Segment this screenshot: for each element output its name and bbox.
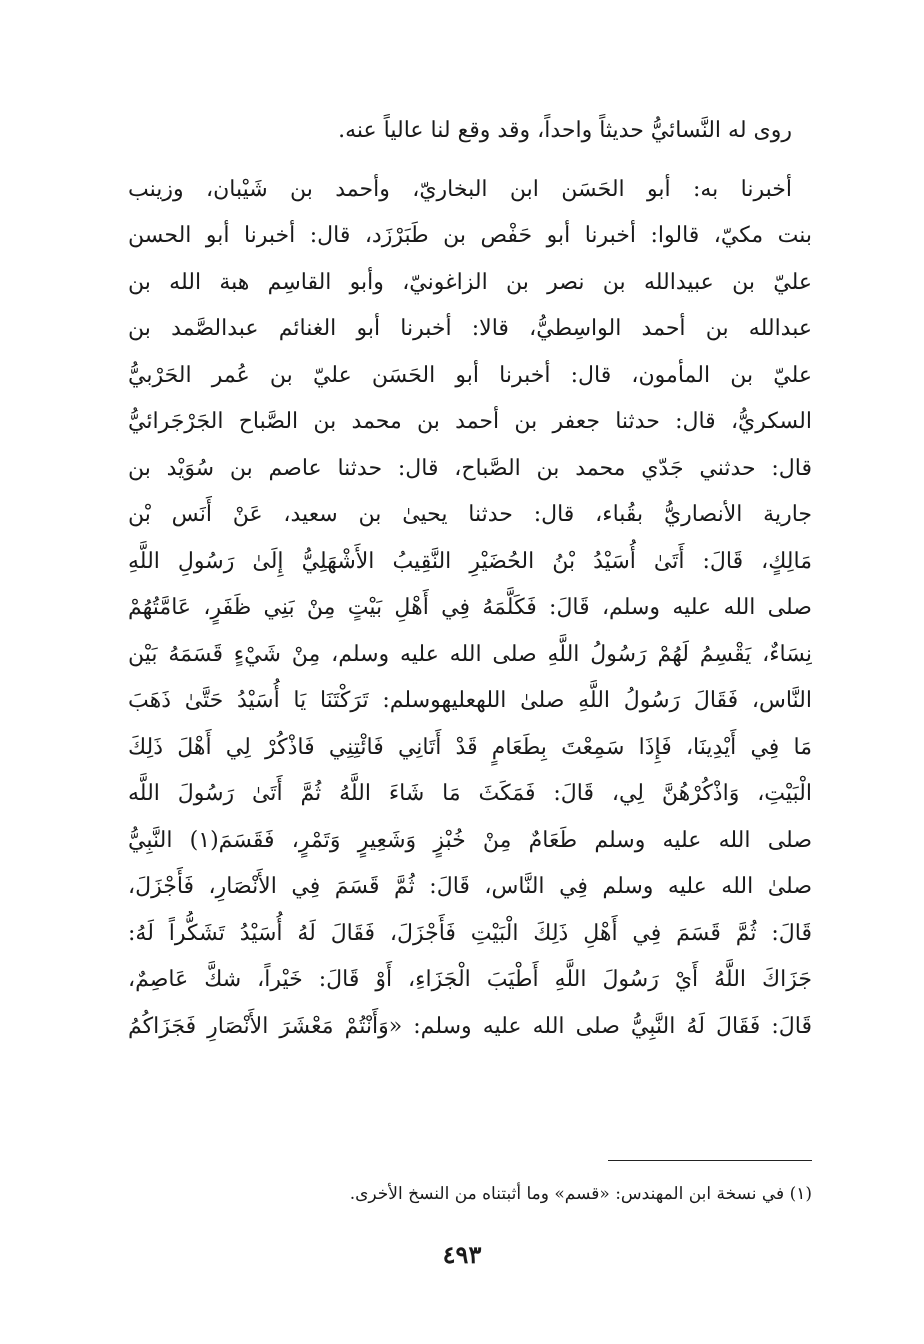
main-text [128,108,812,1050]
paragraph-line-18: قَالَ: ثُمَّ قَسَمَ فِي أَهْلِ ذَلِكَ الْبَيْتِ فَأَجْزَلَ، فَقَالَ لَهُ أُسَيْدُ تَشَكُّراً لَهُ: [128,920,812,946]
paragraph-line-16: صلى الله عليه وسلم طَعَامٌ مِنْ خُبْزٍ وَشَعِيرٍ وَتَمْرٍ، فَقَسَمَ(١) النَّبِيُّ [128,827,812,853]
footnote-separator [608,1160,812,1161]
paragraph-line-11: صلى الله عليه وسلم، قَالَ: فَكَلَّمَهُ فِي أَهْلِ بَيْتٍ مِنْ بَنِي ظَفَرٍ، عَامَّتُهُمْ [128,595,812,620]
paragraph-line-6: عليّ بن المأمون، قال: أخبرنا أبو الحَسَن عليّ بن عُمر الحَرْبيُّ [128,362,812,388]
paragraph-line-10: مَالِكٍ، قَالَ: أَتَىٰ أُسَيْدُ بْنُ الحُضَيْرِ النَّقِيبُ الأَشْهَلِيُّ إِلَىٰ رَسُولِ اللَّهِ [128,548,812,574]
paragraph-line-15: الْبَيْتِ، وَاذْكُرْهُنَّ لِي، قَالَ: فَمَكَثَ مَا شَاءَ اللَّهُ ثُمَّ أَتَىٰ رَسُولَ اللَّه [128,781,812,806]
paragraph-line-9: جارية الأنصاريُّ بقُباء، قال: حدثنا يحيىٰ بن سعيد، عَنْ أَنَس بْن [128,502,812,527]
paragraph-line-20: قَالَ: فَقَالَ لَهُ النَّبِيُّ صلى الله عليه وسلم: «وَأَنْتُمْ مَعْشَرَ الأَنْصَارِ فَجَزَاكُمُ [128,1013,812,1039]
paragraph-line-4: عليّ بن عبيدالله بن نصر بن الزاغونيّ، وأبو القاسِم هبة الله بن [128,269,812,295]
paragraph-line-5: عبدالله بن أحمد الواسِطيُّ، قالا: أخبرنا أبو الغنائم عبدالصَّمد بن [128,316,812,341]
page-number: ٤٩٣ [442,1240,482,1269]
paragraph-line-1: روى له النَّسائيُّ حديثاً واحداً، وقد وقع لنا عالياً عنه. [338,118,792,143]
paragraph-line-2: أخبرنا به: أبو الحَسَن ابن البخاريّ، وأحمد بن شَيْبان، وزينب [128,176,792,202]
footnote: (١) في نسخة ابن المهندس: «قسم» وما أثبتناه من النسخ الأخرى. [349,1184,812,1204]
paragraph-line-7: السكريُّ، قال: حدثنا جعفر بن أحمد بن محمد بن الصَّباح الجَرْجَرائيُّ [128,409,812,434]
paragraph-line-17: صلىٰ الله عليه وسلم فِي النَّاس، قَالَ: ثُمَّ قَسَمَ فِي الأَنْصَارِ، فَأَجْزَلَ، [128,874,812,899]
paragraph-gap [128,155,812,167]
paragraph-line-19: جَزَاكَ اللَّهُ أَيْ رَسُولَ اللَّهِ أَطْيَبَ الْجَزَاءِ، أَوْ قَالَ: خَيْراً، شكَّ عَاصِمٌ، [128,967,812,992]
paragraph-line-8: قال: حدثني جَدّي محمد بن الصَّباح، قال: حدثنا عاصم بن سُوَيْد بن [128,455,812,481]
paragraph-line-3: بنت مكيّ، قالوا: أخبرنا أبو حَفْص بن طَبَرْزَد، قال: أخبرنا أبو الحسن [128,223,812,248]
paragraph-line-14: مَا فِي أَيْدِينَا، فَإِذَا سَمِعْتَ بِطَعَامٍ قَدْ أَتَانِي فَائْتِنِي فَاذْكُرْ لِي أَهْلَ ذَلِكَ [128,734,812,760]
paragraph-line-13: النَّاس، فَقَالَ رَسُولُ اللَّهِ صلىٰ اللهعليهوسلم: تَرَكْتَنَا يَا أُسَيْدُ حَتَّىٰ ذَهَبَ [128,688,812,713]
paragraph-line-12: نِسَاءٌ، يَقْسِمُ لَهُمْ رَسُولُ اللَّهِ صلى الله عليه وسلم، مِنْ شَيْءٍ قَسَمَهُ بَيْن [128,641,812,667]
